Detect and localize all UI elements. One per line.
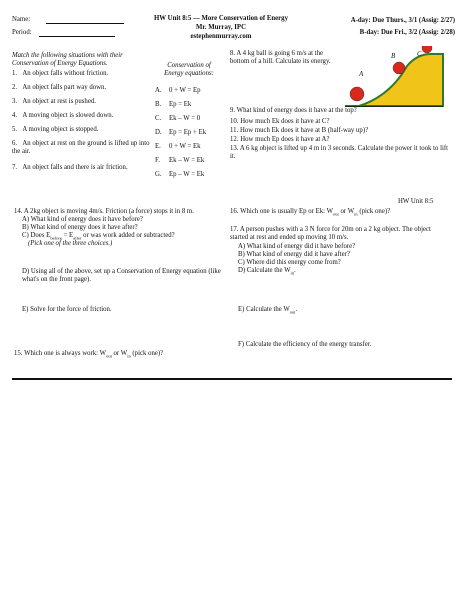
question-17-d: D) Calculate the $W_{in}$. [238,267,296,276]
label-c: C [417,50,422,58]
equation-option: D. Ep = Ep + Ek [155,129,207,136]
matching-item: 5. A moving object is stopped. [12,126,99,133]
name-label: Name: [12,16,31,23]
question-17-f: F) Calculate the efficiency of the energy transfer. [238,341,372,348]
period-label: Period: [12,29,32,36]
matching-item: 4. A moving object is slowed down. [12,112,114,119]
ball-a [350,87,364,101]
question-14-b: B) What kind of energy does it have after? [22,224,138,231]
equation-option: G. Ep – W = Ek [155,171,205,178]
question-12: 12. How much Ep does it have at A? [230,136,330,143]
equation-option: C. Ek – W = 0 [155,115,201,122]
equations-heading [158,62,220,78]
ball-c [422,46,432,53]
equation-option: F. Ek – W = Ek [155,157,205,164]
question-17-e: E) Calculate the $W_{out}$. [238,306,298,315]
equations-heading-line-1: Conservation of [167,62,211,69]
instructions-line-1: Match the following situations with their [12,52,123,59]
question-14-intro: 14. A 2kg object is moving 4m/s. Friction (a force) stops it in 8 m. [14,208,194,215]
question-8: 8. A 4 kg ball is going 6 m/s at the bottom of a hill. Calculate its energy. [230,50,331,66]
ball-b [393,62,405,74]
matching-item: 1. An object falls without friction. [12,70,109,77]
question-14-c: C) Does $E_{before} = E_{after}$ or was work added or subtracted? [22,232,175,241]
website: estephenmurray.com [190,33,252,40]
label-a: A [359,70,364,78]
question-9: 9. What kind of energy does it have at the top? [230,107,357,114]
matching-item: 6. An object at rest on the ground is lifted up into the air. [12,140,150,156]
matching-instructions [12,52,123,68]
equation-option: A. 0 + W = Ep [155,87,201,94]
period-field[interactable] [12,29,115,37]
question-10: 10. How much Ek does it have at C? [230,118,330,125]
equations-heading-line-2: Energy equations: [164,70,214,78]
instructions-line-2: Conservation of Energy Equations. [12,60,108,68]
equation-option: B. Ep = Ek [155,101,192,108]
question-17-b: B) What kind of energy did it have after? [238,251,350,258]
b-day-due: B-day: Due Fri., 3/2 (Assig: 2/28) [359,29,455,36]
worksheet-title: HW Unit 8:5 — More Conservation of Energy [154,15,288,22]
teacher-name: Mr. Murray, IPC [196,24,246,31]
question-11: 11. How much Ek does it have at B (half-way up)? [230,127,369,134]
question-14-d: D) Using all of the above, set up a Conservation of Energy equation (like what's on the front page). [22,268,221,284]
question-17-intro: 17. A person pushes with a 3 N force for 20m on a 2 kg object. The object started at rest and ended up moving 10 m/s. [230,226,431,242]
label-b: B [391,52,396,60]
page-bottom-rule [12,378,452,380]
hill-diagram [345,46,445,108]
question-15: 15. Which one is always work: $W_{out}$ or $W_{in}$ (pick one)? [14,350,164,359]
unit-label: HW Unit 8:5 [398,198,434,205]
matching-item: 3. An object at rest is pushed. [12,98,96,105]
question-17-c: C) Where did this energy come from? [238,259,341,266]
question-14-e: E) Solve for the force of friction. [22,306,112,313]
question-16: 16. Which one is usually Ep or Ek: $W_{out}$ or $W_{in}$ (pick one)? [230,208,391,217]
question-17-a: A) What kind of energy did it have before? [238,243,356,250]
question-13: 13. A 6 kg object is lifted up 4 m in 3 seconds. Calculate the power it took to lift it. [230,145,449,161]
name-blank[interactable] [46,16,124,24]
name-field[interactable] [12,16,124,24]
matching-item: 7. An object falls and there is air friction. [12,164,128,171]
equation-option: E. 0 + W = Ek [155,143,201,150]
a-day-due: A-day: Due Thurs., 3/1 (Assig: 2/27) [350,17,455,24]
matching-item: 2. An object falls part way down. [12,84,107,91]
question-14-a: A) What kind of energy does it have before? [22,216,143,223]
period-blank[interactable] [39,29,115,37]
question-14-c-note: (Pick one of the three choices.) [28,240,113,247]
